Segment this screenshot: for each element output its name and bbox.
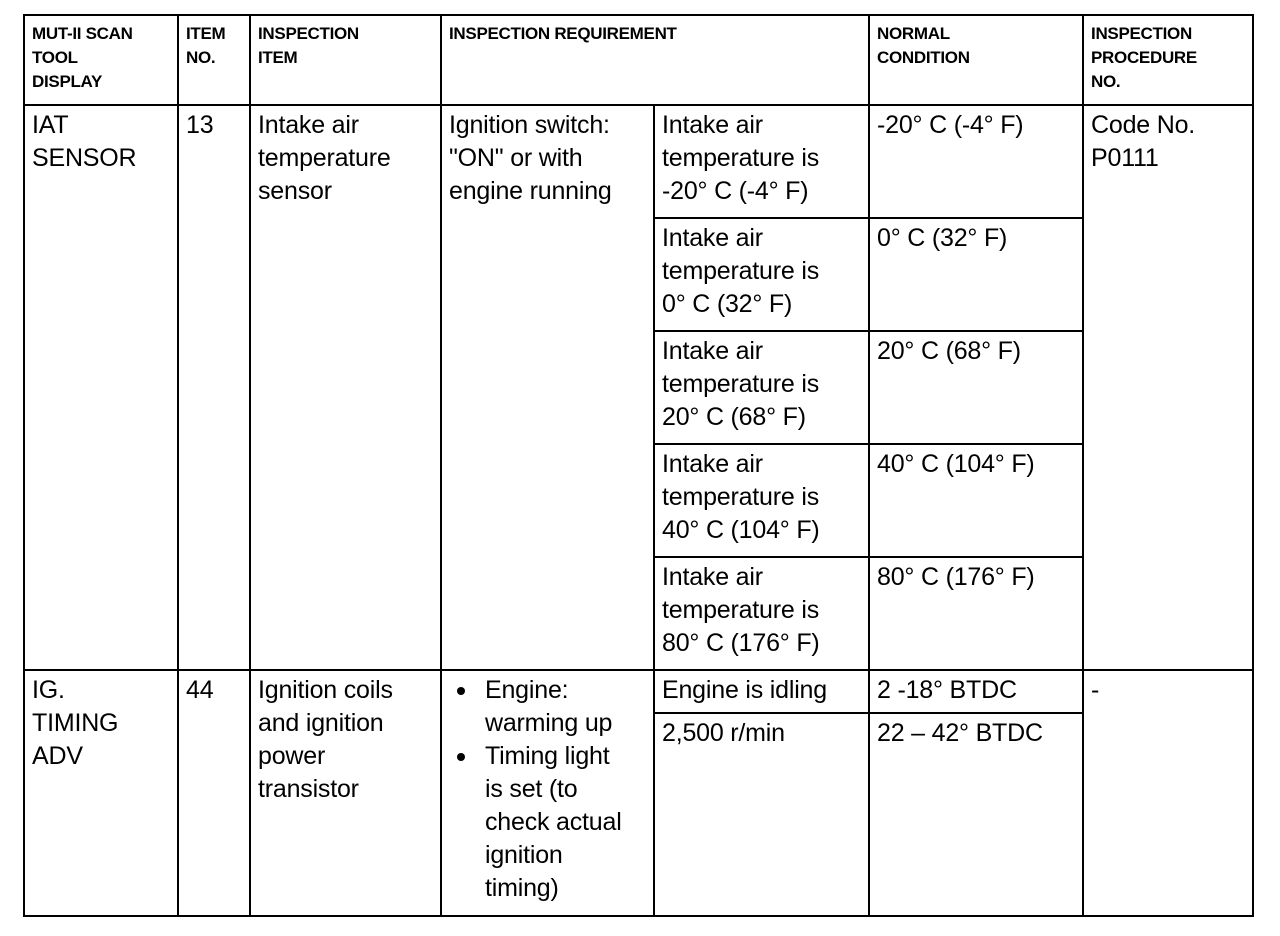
list-item: Timing light is set (to check actual ignition timing) [448, 740, 647, 905]
inspection-table [23, 14, 1254, 917]
iat-requirement-cell: Intake air temperature is 80° C (176° F) [654, 557, 869, 670]
iat-requirement-cell: Intake air temperature is 40° C (104° F) [654, 444, 869, 557]
ig-inspection-item-cell: Ignition coils and ignition power transistor [250, 670, 441, 916]
ig-requirement-cell: 2,500 r/min [654, 713, 869, 916]
iat-normal-condition-cell: 0° C (32° F) [869, 218, 1083, 331]
iat-procedure-no-cell: Code No. P0111 [1083, 105, 1253, 670]
table-row [24, 105, 1253, 218]
iat-scan-display-cell: IAT SENSOR [24, 105, 178, 670]
header-item-no: ITEM NO. [178, 15, 250, 105]
ig-normal-condition-cell: 22 – 42° BTDC [869, 713, 1083, 916]
iat-inspection-item-cell: Intake air temperature sensor [250, 105, 441, 670]
header-inspection-requirement: INSPECTION REQUIREMENT [441, 15, 869, 105]
header-scan-tool-display: MUT-II SCAN TOOL DISPLAY [24, 15, 178, 105]
ig-scan-display-cell: IG. TIMING ADV [24, 670, 178, 916]
ig-procedure-no-cell: - [1083, 670, 1253, 916]
iat-normal-condition-cell: 40° C (104° F) [869, 444, 1083, 557]
ig-condition-cell [441, 670, 654, 916]
ig-normal-condition-cell: 2 -18° BTDC [869, 670, 1083, 713]
bullet-icon [457, 753, 465, 761]
iat-requirement-cell: Intake air temperature is 0° C (32° F) [654, 218, 869, 331]
iat-normal-condition-cell: -20° C (-4° F) [869, 105, 1083, 218]
iat-condition-cell: Ignition switch: "ON" or with engine running [441, 105, 654, 670]
iat-normal-condition-cell: 20° C (68° F) [869, 331, 1083, 444]
iat-requirement-cell: Intake air temperature is -20° C (-4° F) [654, 105, 869, 218]
header-inspection-procedure-no: INSPECTION PROCEDURE NO. [1083, 15, 1253, 105]
header-inspection-item: INSPECTION ITEM [250, 15, 441, 105]
table-row [24, 670, 1253, 713]
header-row [24, 15, 1253, 105]
ig-item-no-cell: 44 [178, 670, 250, 916]
iat-normal-condition-cell: 80° C (176° F) [869, 557, 1083, 670]
header-normal-condition: NORMAL CONDITION [869, 15, 1083, 105]
ig-requirement-cell: Engine is idling [654, 670, 869, 713]
list-item: Engine: warming up [448, 674, 647, 740]
condition-list [448, 674, 647, 905]
iat-item-no-cell: 13 [178, 105, 250, 670]
iat-requirement-cell: Intake air temperature is 20° C (68° F) [654, 331, 869, 444]
bullet-icon [457, 687, 465, 695]
